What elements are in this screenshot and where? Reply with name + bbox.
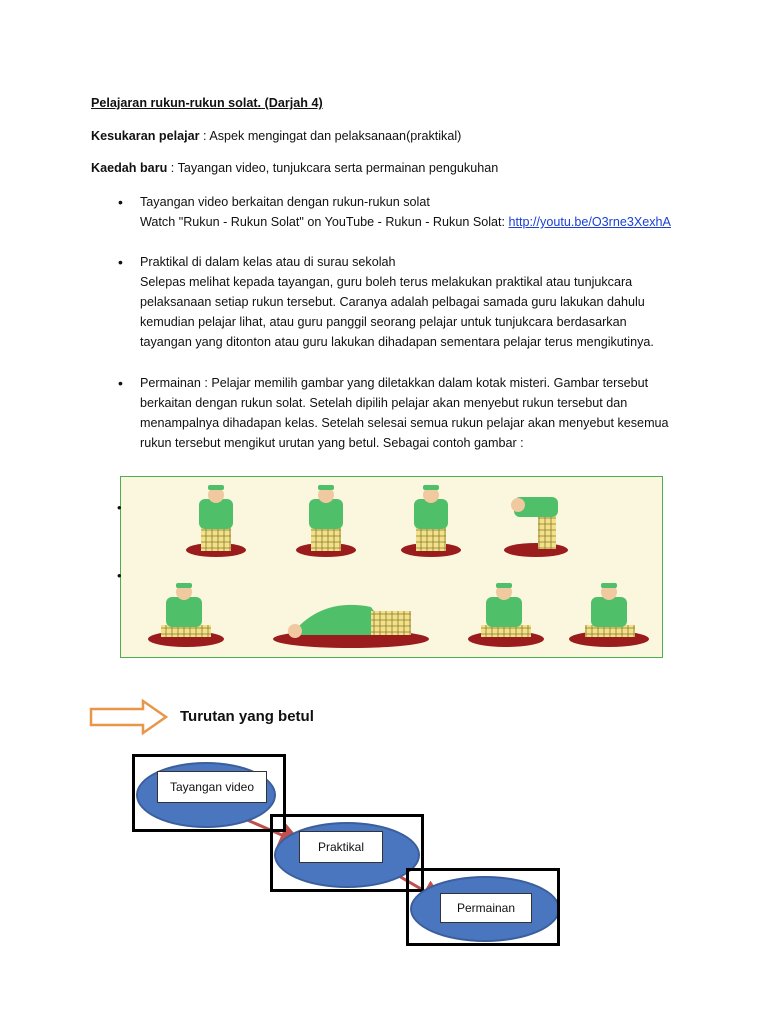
flow-heading: Turutan yang betul [180, 708, 314, 725]
bullet-line: Permainan : Pelajar memilih gambar yang diletakkan dalam kotak misteri. Gambar tersebut [140, 376, 649, 390]
bullet-line: Praktikal di dalam kelas atau di surau sekolah [140, 255, 396, 269]
bullet-line: rukun tersebut mengikut urutan yang betul. Sebagai contoh gambar : [140, 436, 524, 450]
page-title: Pelajaran rukun-rukun solat. (Darjah 4) [91, 96, 323, 110]
bullet-line: menampalnya dihadapan kelas. Setelah selesai semua rukun pelajar akan menyebut kesemua [140, 416, 669, 430]
bullet-dot: • [118, 194, 123, 210]
watch-prefix: Watch "Rukun - Rukun Solat" on YouTube - Rukun - Rukun Solat: [140, 215, 509, 229]
bullet-line: kemudian pelajar lihat, atau guru panggil seorang pelajar untuk tunjukcara berdasarkan [140, 315, 627, 329]
kesukaran-label: Kesukaran pelajar [91, 129, 200, 143]
bullet-line: Selepas melihat kepada tayangan, guru boleh terus melakukan praktikal atau tunjukcara [140, 275, 633, 289]
bullet-dot: • [118, 375, 123, 391]
kaedah-text: : Tayangan video, tunjukcara serta permainan pengukuhan [170, 161, 499, 175]
youtube-link[interactable]: http://youtu.be/O3rne3XexhA [508, 215, 671, 229]
bullet-line: Tayangan video berkaitan dengan rukun-rukun solat [140, 195, 430, 209]
picture-bullet: • [117, 500, 122, 515]
picture-bullet: • [117, 568, 122, 583]
bullet-line: berkaitan dengan rukun solat. Setelah dipilih pelajar akan menyebut rukun tersebut dan [140, 396, 628, 410]
flow-step-praktikal: Praktikal [299, 831, 383, 863]
flow-step-permainan: Permainan [440, 893, 532, 923]
bullet-dot: • [118, 254, 123, 270]
kesukaran-text: : Aspek mengingat dan pelaksanaan(praktikal) [203, 129, 462, 143]
kaedah-label: Kaedah baru [91, 161, 168, 175]
flow-step-video: Tayangan video [157, 771, 267, 803]
bullet-line: pelaksanaan setiap rukun tersebut. Caranya adalah pelbagai samada guru lakukan dahulu [140, 295, 645, 309]
bullet-line: tayangan yang ditonton atau guru lakukan dihadapan sementara pelajar terus mengikutinya. [140, 335, 654, 349]
